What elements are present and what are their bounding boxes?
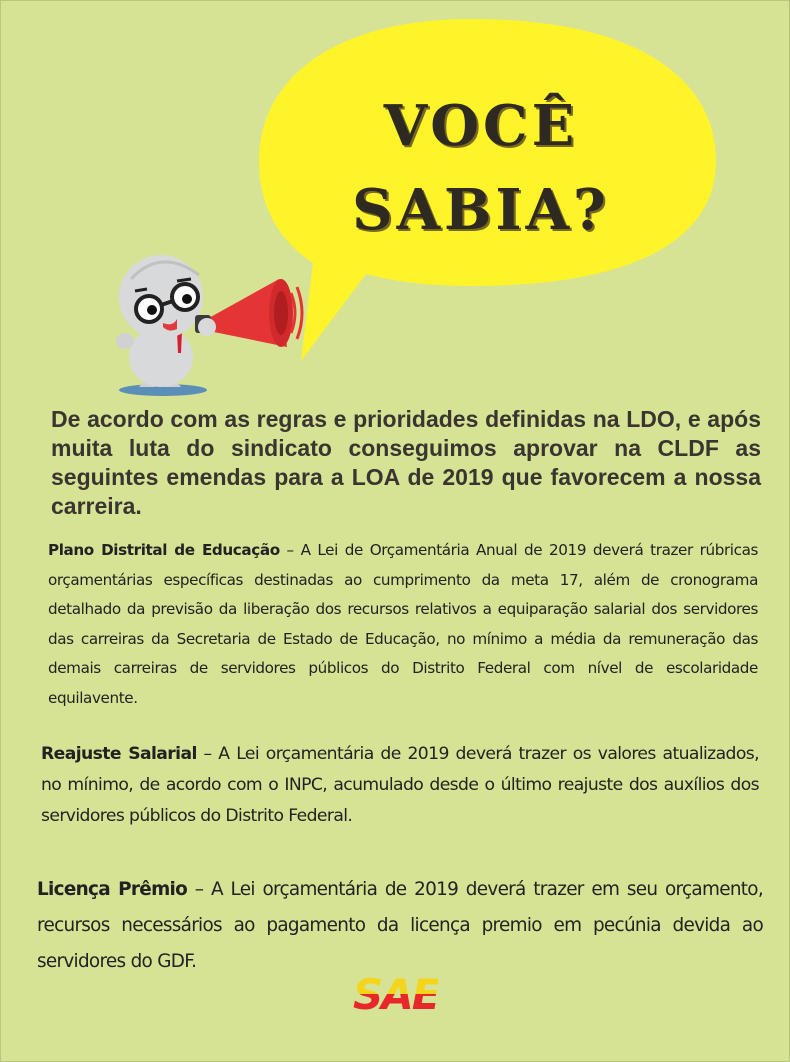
item-title: Plano Distrital de Educação — [48, 541, 280, 559]
headline-line-2: SABIA? — [352, 177, 610, 243]
item-title: Licença Prêmio — [37, 879, 188, 900]
item-separator: – — [187, 879, 211, 900]
item-licenca-premio — [37, 872, 763, 980]
intro-paragraph: De acordo com as regras e prioridades definidas na LDO, e após muita luta do sindicato conseguimos aprovar na CLDF as seguintes emendas para a LOA de 2019 que favorecem a nossa carreira. — [51, 406, 761, 519]
sae-logo: SAE — [353, 970, 439, 1019]
item-text: A Lei orçamentária de 2019 deverá trazer os valores atualizados, no mínimo, de acordo com o INPC, acumulado desde o último reajuste dos auxílios dos servidores públicos do Distrito Federal. — [41, 744, 759, 826]
megaphone-mascot-icon — [111, 249, 311, 399]
item-plano-distrital — [48, 536, 758, 714]
item-reajuste-salarial — [41, 739, 759, 832]
headline-line-1: VOCÊ — [383, 93, 579, 159]
item-separator: – — [279, 541, 301, 559]
item-title: Reajuste Salarial — [41, 744, 197, 764]
item-text: A Lei orçamentária de 2019 deverá trazer em seu orçamento, recursos necessários ao pagamento da licença premio em pecúnia devida ao servidores do GDF. — [37, 879, 763, 972]
item-separator: – — [196, 744, 219, 764]
item-text: A Lei de Orçamentária Anual de 2019 deverá trazer rúbricas orçamentárias específicas destinadas ao cumprimento da meta 17, além de cronograma detalhado da previsão da liberação dos recursos relativos a equiparação salarial dos servidores das carreiras da Secretaria de Estado de Educação, no mínimo a média da remuneração das demais carreiras de servidores públicos do Distrito Federal com nível de escolaridade equilavente. — [48, 541, 758, 707]
